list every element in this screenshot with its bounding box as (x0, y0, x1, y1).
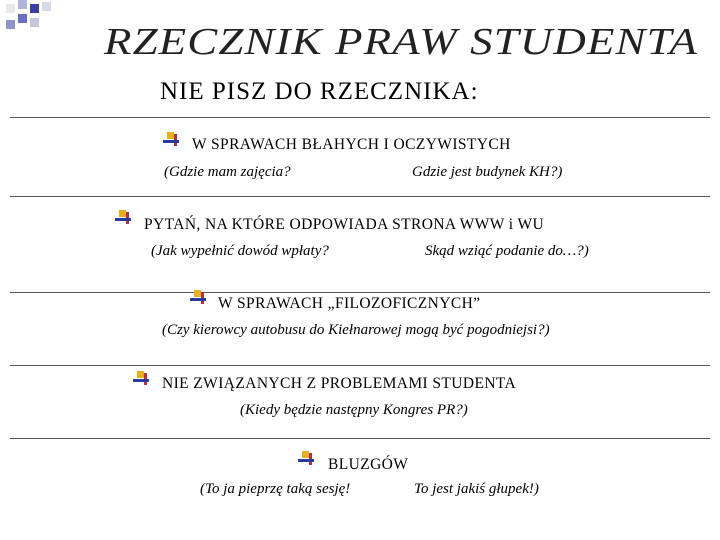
item-example: To jest jakiś głupek!) (414, 481, 539, 497)
bullet-icon (133, 371, 151, 389)
item-example: Skąd wziąć podanie do…?) (425, 243, 589, 259)
item-example: Gdzie jest budynek KH?) (412, 164, 563, 180)
divider (10, 438, 710, 439)
divider (10, 292, 710, 293)
item-heading: NIE ZWIĄZANYCH Z PROBLEMAMI STUDENTA (162, 375, 517, 392)
page-title: RZECZNIK PRAW STUDENTA (104, 21, 698, 63)
page-subtitle: NIE PISZ DO RZECZNIKA: (160, 78, 479, 105)
bullet-icon (163, 132, 181, 150)
divider (10, 117, 710, 118)
bullet-icon (115, 210, 133, 228)
divider (10, 365, 710, 366)
divider (10, 196, 710, 197)
corner-decoration (0, 0, 60, 40)
item-example: (Jak wypełnić dowód wpłaty? (151, 243, 329, 259)
item-example: (Czy kierowcy autobusu do Kiełnarowej mogą być pogodniejsi?) (162, 322, 550, 338)
item-heading: PYTAŃ, NA KTÓRE ODPOWIADA STRONA WWW i WU (144, 216, 545, 233)
item-heading: W SPRAWACH „FILOZOFICZNYCH” (218, 295, 481, 312)
item-example: (Gdzie mam zajęcia? (164, 164, 291, 180)
item-example: (Kiedy będzie następny Kongres PR?) (240, 402, 468, 418)
item-heading: W SPRAWACH BŁAHYCH I OCZYWISTYCH (192, 136, 511, 153)
item-example: (To ja pieprzę taką sesję! (200, 481, 351, 497)
bullet-icon (190, 290, 208, 308)
bullet-icon (298, 451, 316, 469)
item-heading: BLUZGÓW (328, 456, 409, 473)
